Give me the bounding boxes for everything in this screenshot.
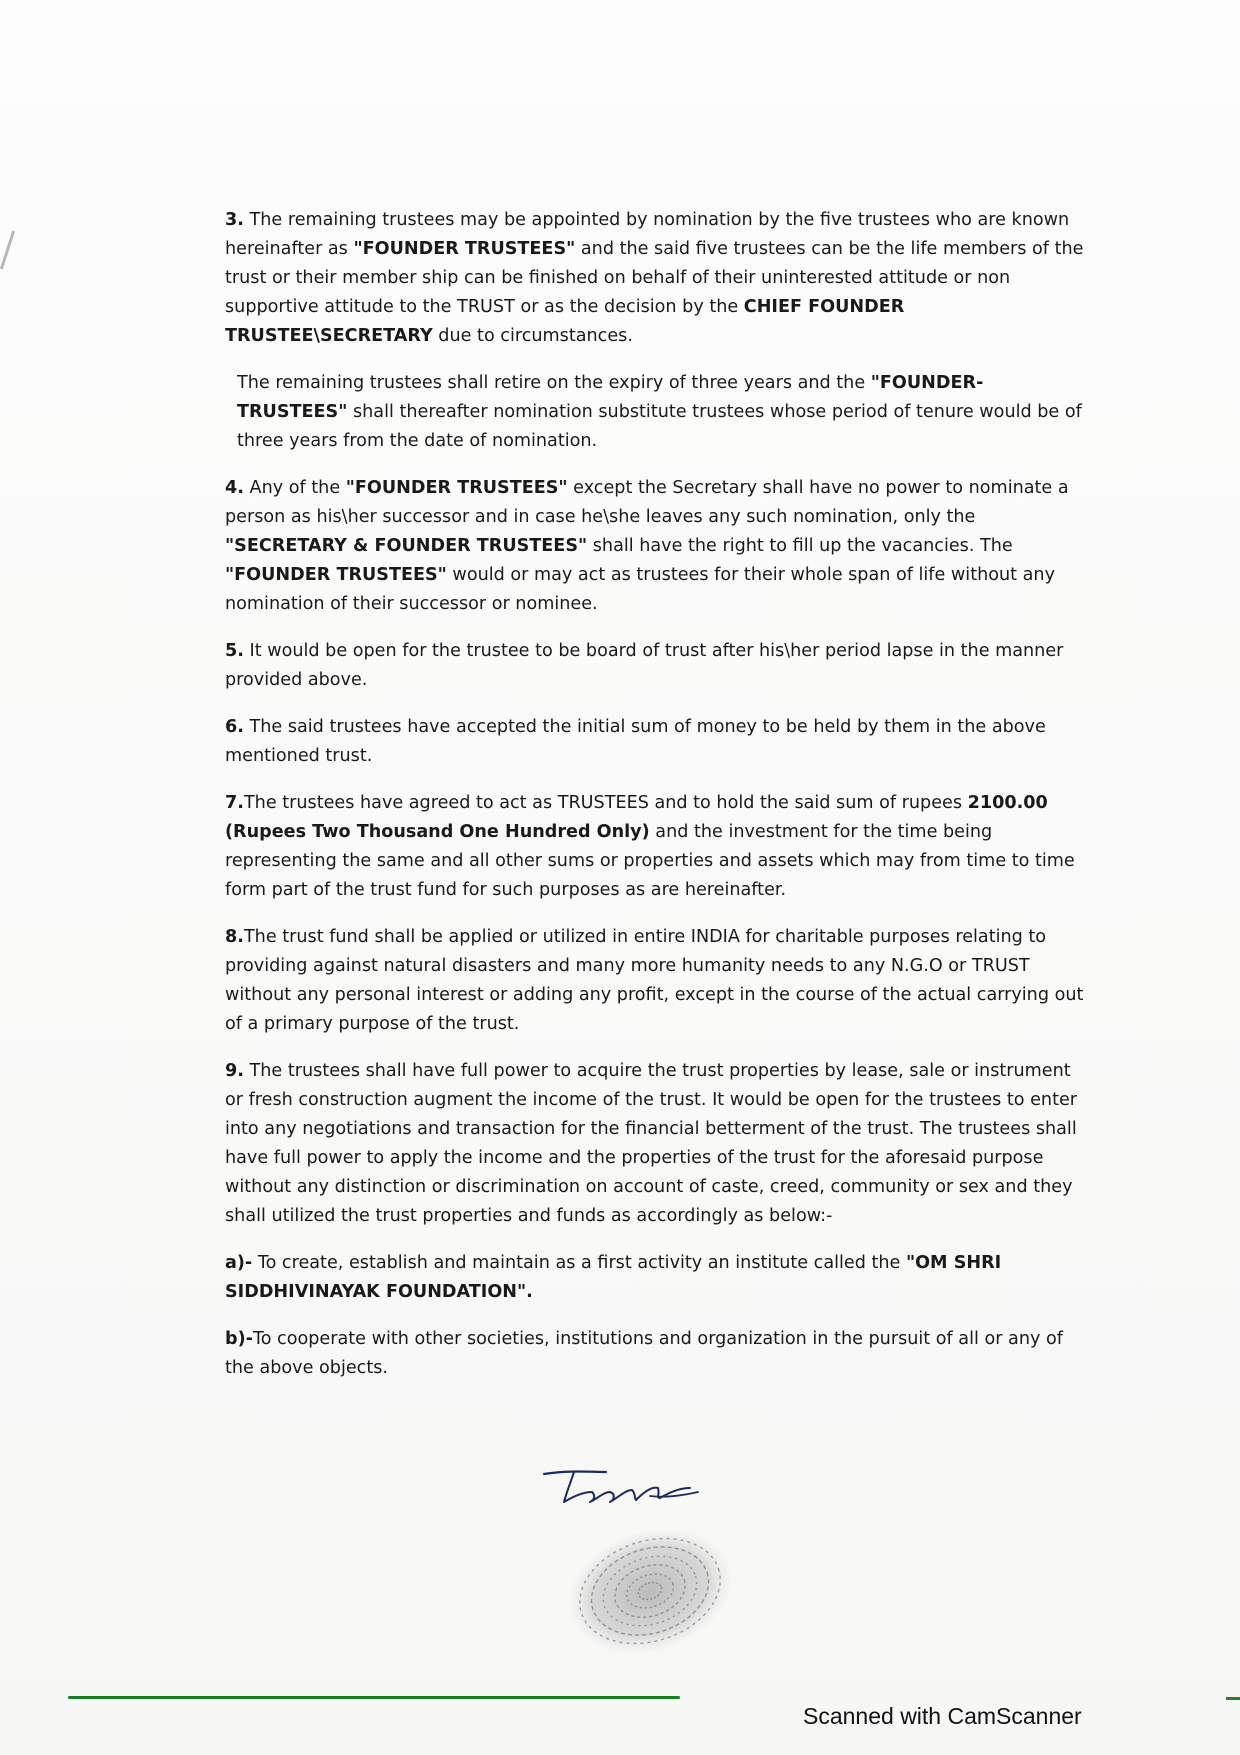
clause-text: except the Secretary shall have no power to nominate a person as his\her successor and in case he\she leaves any such nomination, only the [225,478,1069,527]
clause-text: shall have the right to fill up the vacancies. The [587,536,1013,556]
clause-number: 6. [225,717,244,737]
clause-text: The remaining trustees shall retire on the expiry of three years and the [237,373,871,393]
clause-text: To cooperate with other societies, institutions and organization in the pursuit of all or any of the above objects. [225,1329,1063,1378]
scan-edge-mark [0,231,15,270]
clause-text: The trustees have agreed to act as TRUSTEES and to hold the said sum of rupees [243,793,968,813]
clause-a [225,1249,1085,1307]
handwritten-signature [540,1462,710,1512]
clause-5 [225,637,1085,695]
clause-bold-text: "SECRETARY & FOUNDER TRUSTEES" [225,536,588,556]
clause-bold-text: CHIEF FOUNDER TRUSTEE\SECRETARY [225,297,905,346]
footer-rule [68,1696,680,1699]
clause-3-continued [225,369,1085,456]
clause-text: The trustees shall have full power to acquire the trust properties by lease, sale or instrument or fresh construction augment the income of the trust. It would be open for the trustees to enter into any negotiations and transaction for the financial betterment of the trust. The trustees shall have full power to apply the income and the properties of the trust for the aforesaid purpose without any distinction or discrimination on account of caste, creed, community or sex and they shall utilized the trust properties and funds as accordingly as below:- [225,1061,1078,1226]
clause-number: 8. [225,927,244,947]
clause-7 [225,789,1085,905]
clause-number: 9. [225,1061,244,1081]
clause-3 [225,206,1085,351]
clause-number: 3. [225,210,244,230]
document-body [225,206,1085,1401]
clause-bold-text: "FOUNDER TRUSTEES" [225,565,447,585]
clause-number: 4. [225,478,244,498]
clause-bold-text: 2100.00 (Rupees Two Thousand One Hundred Only) [225,793,1048,842]
clause-number: 5. [225,641,244,661]
clause-text: It would be open for the trustee to be board of trust after his\her period lapse in the manner provided above. [225,641,1064,690]
clause-number: a)- [225,1253,253,1273]
clause-8 [225,923,1085,1039]
clause-text: Any of the [243,478,346,498]
clause-text: and the investment for the time being representing the same and all other sums or properties and assets which may from time to time form part of the trust fund for such purposes as are hereinafter. [225,822,1075,900]
clause-number: 7. [225,793,244,813]
clause-bold-text: "FOUNDER-TRUSTEES" [237,373,984,422]
clause-text: The remaining trustees may be appointed by nomination by the five trustees who are known hereinafter as [225,210,1070,259]
scanner-watermark: Scanned with CamScanner [803,1703,1082,1729]
clause-4 [225,474,1085,619]
clause-number: b)- [225,1329,253,1349]
clause-b [225,1325,1085,1383]
clause-text: due to circumstances. [432,326,633,346]
clause-text: The trust fund shall be applied or utilized in entire INDIA for charitable purposes relating to providing against natural disasters and many more humanity needs to any N.G.O or TRUST without any personal interest or adding any profit, except in the course of the actual carrying out of a primary purpose of the trust. [225,927,1084,1034]
clause-bold-text: "FOUNDER TRUSTEES" [353,239,576,259]
clause-text: To create, establish and maintain as a first activity an institute called the [252,1253,906,1273]
clause-bold-text: "OM SHRI SIDDHIVINAYAK FOUNDATION". [225,1253,1002,1302]
clause-text: shall thereafter nomination substitute trustees whose period of tenure would be of three years from the date of nomination. [237,402,1082,451]
clause-text: would or may act as trustees for their whole span of life without any nomination of their successor or nominee. [225,565,1055,614]
footer-rule-edge [1226,1697,1240,1700]
clause-9 [225,1057,1085,1231]
clause-bold-text: "FOUNDER TRUSTEES" [345,478,568,498]
clause-text: The said trustees have accepted the initial sum of money to be held by them in the above mentioned trust. [225,717,1046,766]
thumbprint-impression [560,1525,740,1657]
clause-6 [225,713,1085,771]
clause-text: and the said five trustees can be the life members of the trust or their member ship can be finished on behalf of their uninterested attitude or non supportive attitude to the TRUST or as the decision by the [225,239,1084,317]
